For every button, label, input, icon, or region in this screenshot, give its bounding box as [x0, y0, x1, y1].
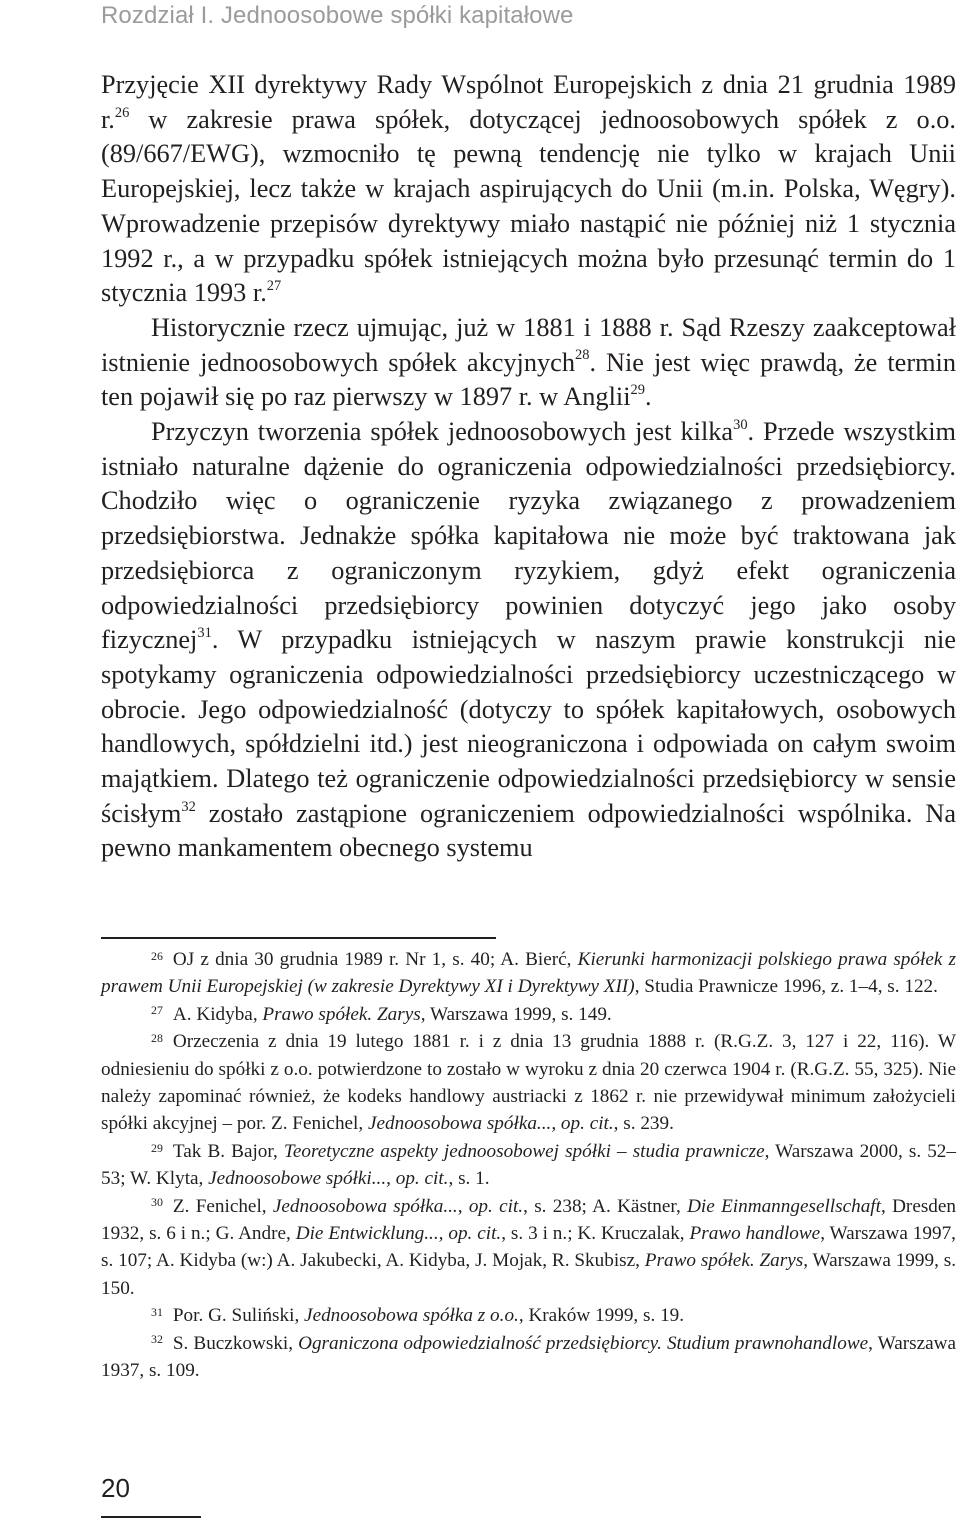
footnote-ref-26[interactable]: 26 — [114, 104, 130, 121]
footnote-28: $^{28}$ Orzeczenia z dnia 19 lutego 1881 r. i z dnia 13 grudnia 1888 r. (R.G.Z. 3, 127 i 22, 116). W odniesieniu do spółki z o.o. potwierdzone to zostało w wyroku z dnia 20 czerwca 1904 r. (R.G.Z. 55, 325). Nie należy zapominać również, że kodeks handlowy austriacki z 1862 r. nie przewidywał minimum założycieli spółki akcyjnej – por. Z. Fenichel, Jednoosobowa spółka..., op. cit., s. 239. — [101, 1030, 956, 1135]
main-text — [101, 66, 956, 866]
page-number-rule — [101, 1516, 201, 1518]
footnote-ref-31[interactable]: 31 — [197, 625, 212, 642]
footnote-ref-29[interactable]: 29 — [630, 382, 645, 399]
footnote-separator — [101, 937, 496, 939]
page-number: 20 — [101, 1473, 130, 1503]
footnote-31: $^{31}$ Por. G. Suliński, Jednoosobowa spółka z o.o., Kraków 1999, s. 19. — [151, 1304, 685, 1327]
footnote-ref-28[interactable]: 28 — [574, 347, 590, 364]
running-header: Rozdział I. Jednoosobowe spółki kapitałowe — [101, 2, 574, 29]
paragraph-directive: Przyjęcie XII dyrektywy Rady Wspólnot Europejskich z dnia 21 grudnia 1989 r.$^{26}$ w zakresie prawa spółek, dotyczącej jednoosobowych spółek z o.o. (89/667/EWG), wzmocniło tę pewną tendencję nie tylko w krajach Unii Europejskiej, lecz także w krajach aspirujących do Unii (m.in. Polska, Węgry). Wprowadzenie przepisów dyrektywy miało nastąpić nie później niż 1 stycznia 1992 r., a w przypadku spółek istniejących można było przesunąć termin do 1 stycznia 1993 r.$^{27}$ — [101, 70, 956, 308]
footnotes — [101, 946, 956, 1385]
paragraph-reasons: Przyczyn tworzenia spółek jednoosobowych jest kilka$^{30}$. Przede wszystkim istniało naturalne dążenie do ograniczenia odpowiedzialności przedsiębiorcy. Chodziło więc o ograniczenie ryzyka związanego z prowadzeniem przedsiębiorstwa. Jednakże spółka kapitałowa nie może być traktowana jak przedsiębiorca z ograniczonym ryzykiem, gdyż efekt ograniczenia odpowiedzialności przedsiębiorcy powinien dotyczyć jego jako osoby fizycznej$^{31}$. W przypadku istniejących w naszym prawie konstrukcji nie spotykamy ograniczenia odpowiedzialności przedsiębiorcy uczestniczącego w obrocie. Jego odpowiedzialność (dotyczy to spółek kapitałowych, osobowych handlowych, spółdzielni itd.) jest nieograniczona i odpowiada on całym swoim majątkiem. Dlatego też ograniczenie odpowiedzialności przedsiębiorcy w sensie ścisłym$^{32}$ zostało zastąpione ograniczeniem odpowiedzialności wspólnika. Na pewno mankamentem obecnego systemu — [101, 416, 957, 863]
footnote-26: $^{26}$ OJ z dnia 30 grudnia 1989 r. Nr 1, s. 40; A. Bierć, Kierunki harmonizacji polskiego prawa spółek z prawem Unii Europejskiej (w zakresie Dyrektywy XI i Dyrektywy XII), Studia Prawnicze 1996, z. 1–4, s. 122. — [101, 948, 956, 998]
footnote-ref-27[interactable]: 27 — [266, 278, 282, 295]
footnote-ref-32[interactable]: 32 — [181, 798, 196, 815]
footnote-ref-30[interactable]: 30 — [733, 416, 748, 433]
paragraph-history: Historycznie rzecz ujmując, już w 1881 i 1888 r. Sąd Rzeszy zaakceptował istnienie jednoosobowych spółek akcyjnych$^{28}$. Nie jest więc prawdą, że termin ten pojawił się po raz pierwszy w 1897 r. w Anglii$^{29}$. — [101, 312, 956, 412]
footnote-29: $^{29}$ Tak B. Bajor, Teoretyczne aspekty jednoosobowej spółki – studia prawnicze, Warszawa 2000, s. 52–53; W. Klyta, Jednoosobowe spółki..., op. cit., s. 1. — [101, 1140, 956, 1190]
footnote-27: $^{27}$ A. Kidyba, Prawo spółek. Zarys, Warszawa 1999, s. 149. — [151, 1003, 612, 1025]
footnote-32: $^{32}$ S. Buczkowski, Ograniczona odpowiedzialność przedsiębiorcy. Studium prawnohandlowe, Warszawa 1937, s. 109. — [101, 1332, 956, 1382]
footnote-30: $^{30}$ Z. Fenichel, Jednoosobowa spółka..., op. cit., s. 238; A. Kästner, Die Einmanngesellschaft, Dresden 1932, s. 6 i n.; G. Andre, Die Entwicklung..., op. cit., s. 3 i n.; K. Kruczalak, Prawo handlowe, Warszawa 1997, s. 107; A. Kidyba (w:) A. Jakubecki, A. Kidyba, J. Mojak, R. Skubisz, Prawo spółek. Zarys, Warszawa 1999, s. 150. — [101, 1195, 957, 1299]
